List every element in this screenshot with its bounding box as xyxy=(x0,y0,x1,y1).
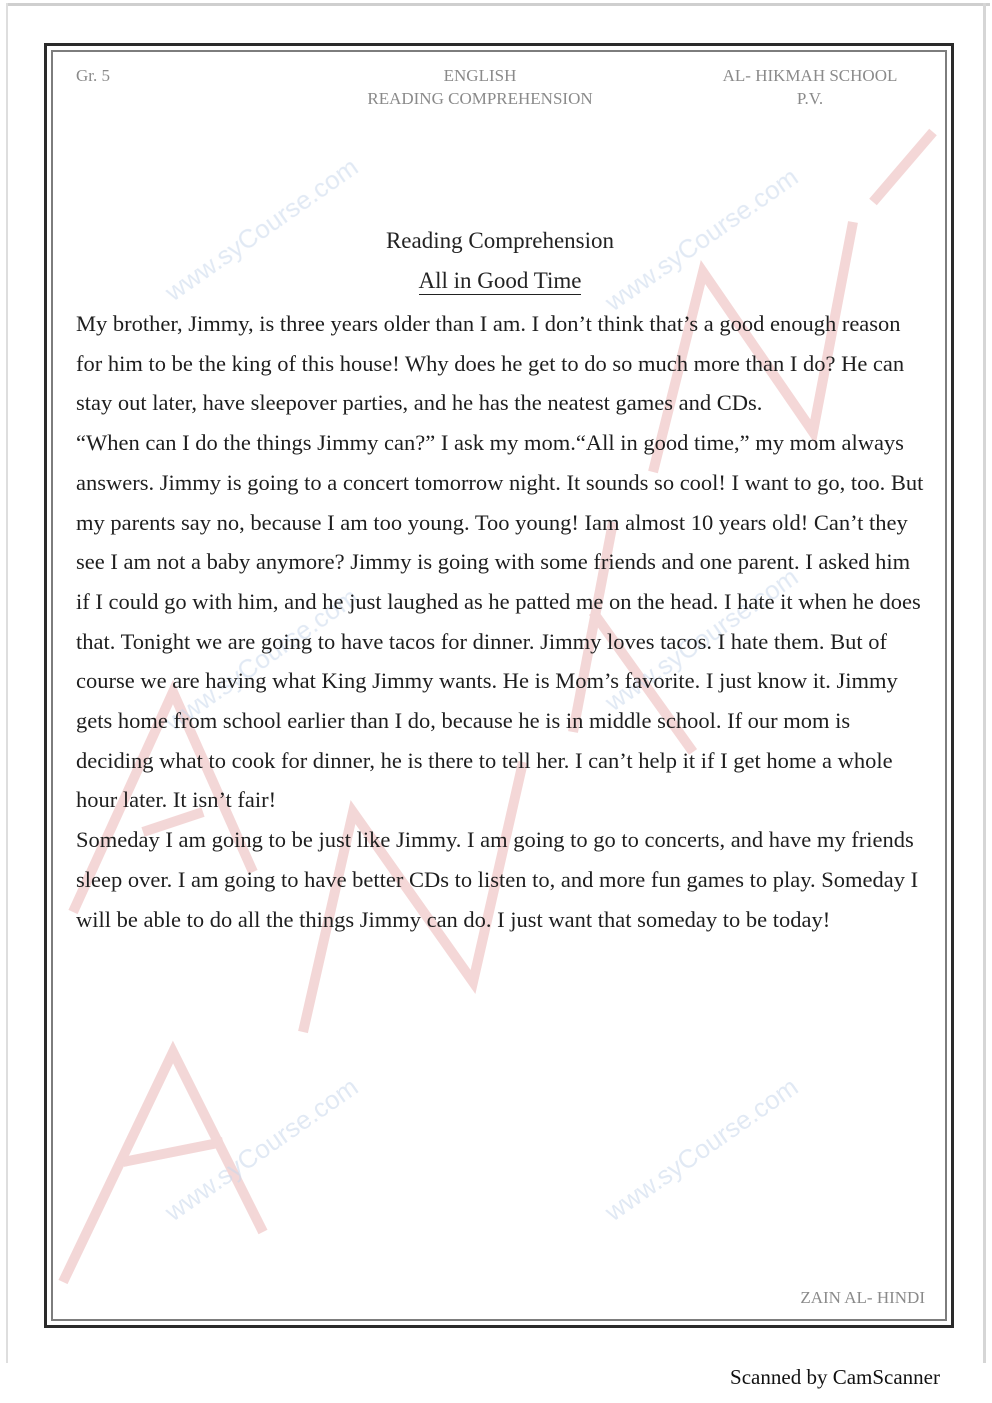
page-edge-left xyxy=(6,3,8,1363)
paragraph: My brother, Jimmy, is three years older than I am. I don’t think that’s a good enough reason for him to be the king of this house! Why does he get to do so much more than I do? He can stay out later, have sleepover parties, and he has the neatest games and CDs. xyxy=(76,311,905,416)
grade-label: Gr. 5 xyxy=(76,66,110,85)
reading-passage xyxy=(76,304,926,939)
subject-line-2: READING COMPREHENSION xyxy=(367,89,593,108)
svg-text:www.syCourse.com: www.syCourse.com xyxy=(159,1071,364,1227)
subject-header xyxy=(340,64,620,110)
page-title: Reading Comprehension xyxy=(385,228,615,253)
svg-text:www.syCourse.com: www.syCourse.com xyxy=(159,581,364,737)
svg-text:www.syCourse.com: www.syCourse.com xyxy=(159,151,364,307)
author-name: ZAIN AL- HINDI xyxy=(800,1288,925,1307)
paragraph: Someday I am going to be just like Jimmy. I am going to go to concerts, and have my friends sleep over. I am going to have better CDs to listen to, and more fun games to play. Someday I will be able to do all the things Jimmy can do. I just want that someday to be today! xyxy=(76,827,919,932)
story-title-text: All in Good Time xyxy=(418,268,582,293)
school-header xyxy=(700,64,920,110)
paragraph: “When can I do the things Jimmy can?” I ask my mom.“All in good time,” my mom always answers. Jimmy is going to a concert tomorrow night. It sounds so cool! I want to go, too. But my parents say no, because I am too young. Too young! Iam almost 10 years old! Can’t they see I am not a baby anymore? Jimmy is going with some friends and one parent. I asked him if I could go with him, and he just laughed as he patted me on the head. I hate it when he does that. Tonight we are going to have tacos for dinner. Jimmy loves tacos. I hate them. But of course we are having what King Jimmy wants. He is Mom’s favorite. I just know it. Jimmy gets home from school earlier than I do, because he is in middle school. If our mom is deciding what to cook for dinner, he is there to tell her. I can’t help it if I get home a whole hour later. It isn’t fair! xyxy=(76,430,924,813)
school-line-2: P.V. xyxy=(796,89,824,108)
school-line-1: AL- HIKMAH SCHOOL xyxy=(722,66,898,85)
page-edge-top xyxy=(8,3,990,6)
svg-text:www.syCourse.com: www.syCourse.com xyxy=(599,161,804,317)
page-edge-right xyxy=(983,3,986,1363)
story-title xyxy=(300,268,700,294)
subject-line-1: ENGLISH xyxy=(443,66,517,85)
svg-text:www.syCourse.com: www.syCourse.com xyxy=(599,561,804,717)
svg-text:www.syCourse.com: www.syCourse.com xyxy=(599,1071,804,1227)
scanner-footer: Scanned by CamScanner xyxy=(730,1365,940,1389)
